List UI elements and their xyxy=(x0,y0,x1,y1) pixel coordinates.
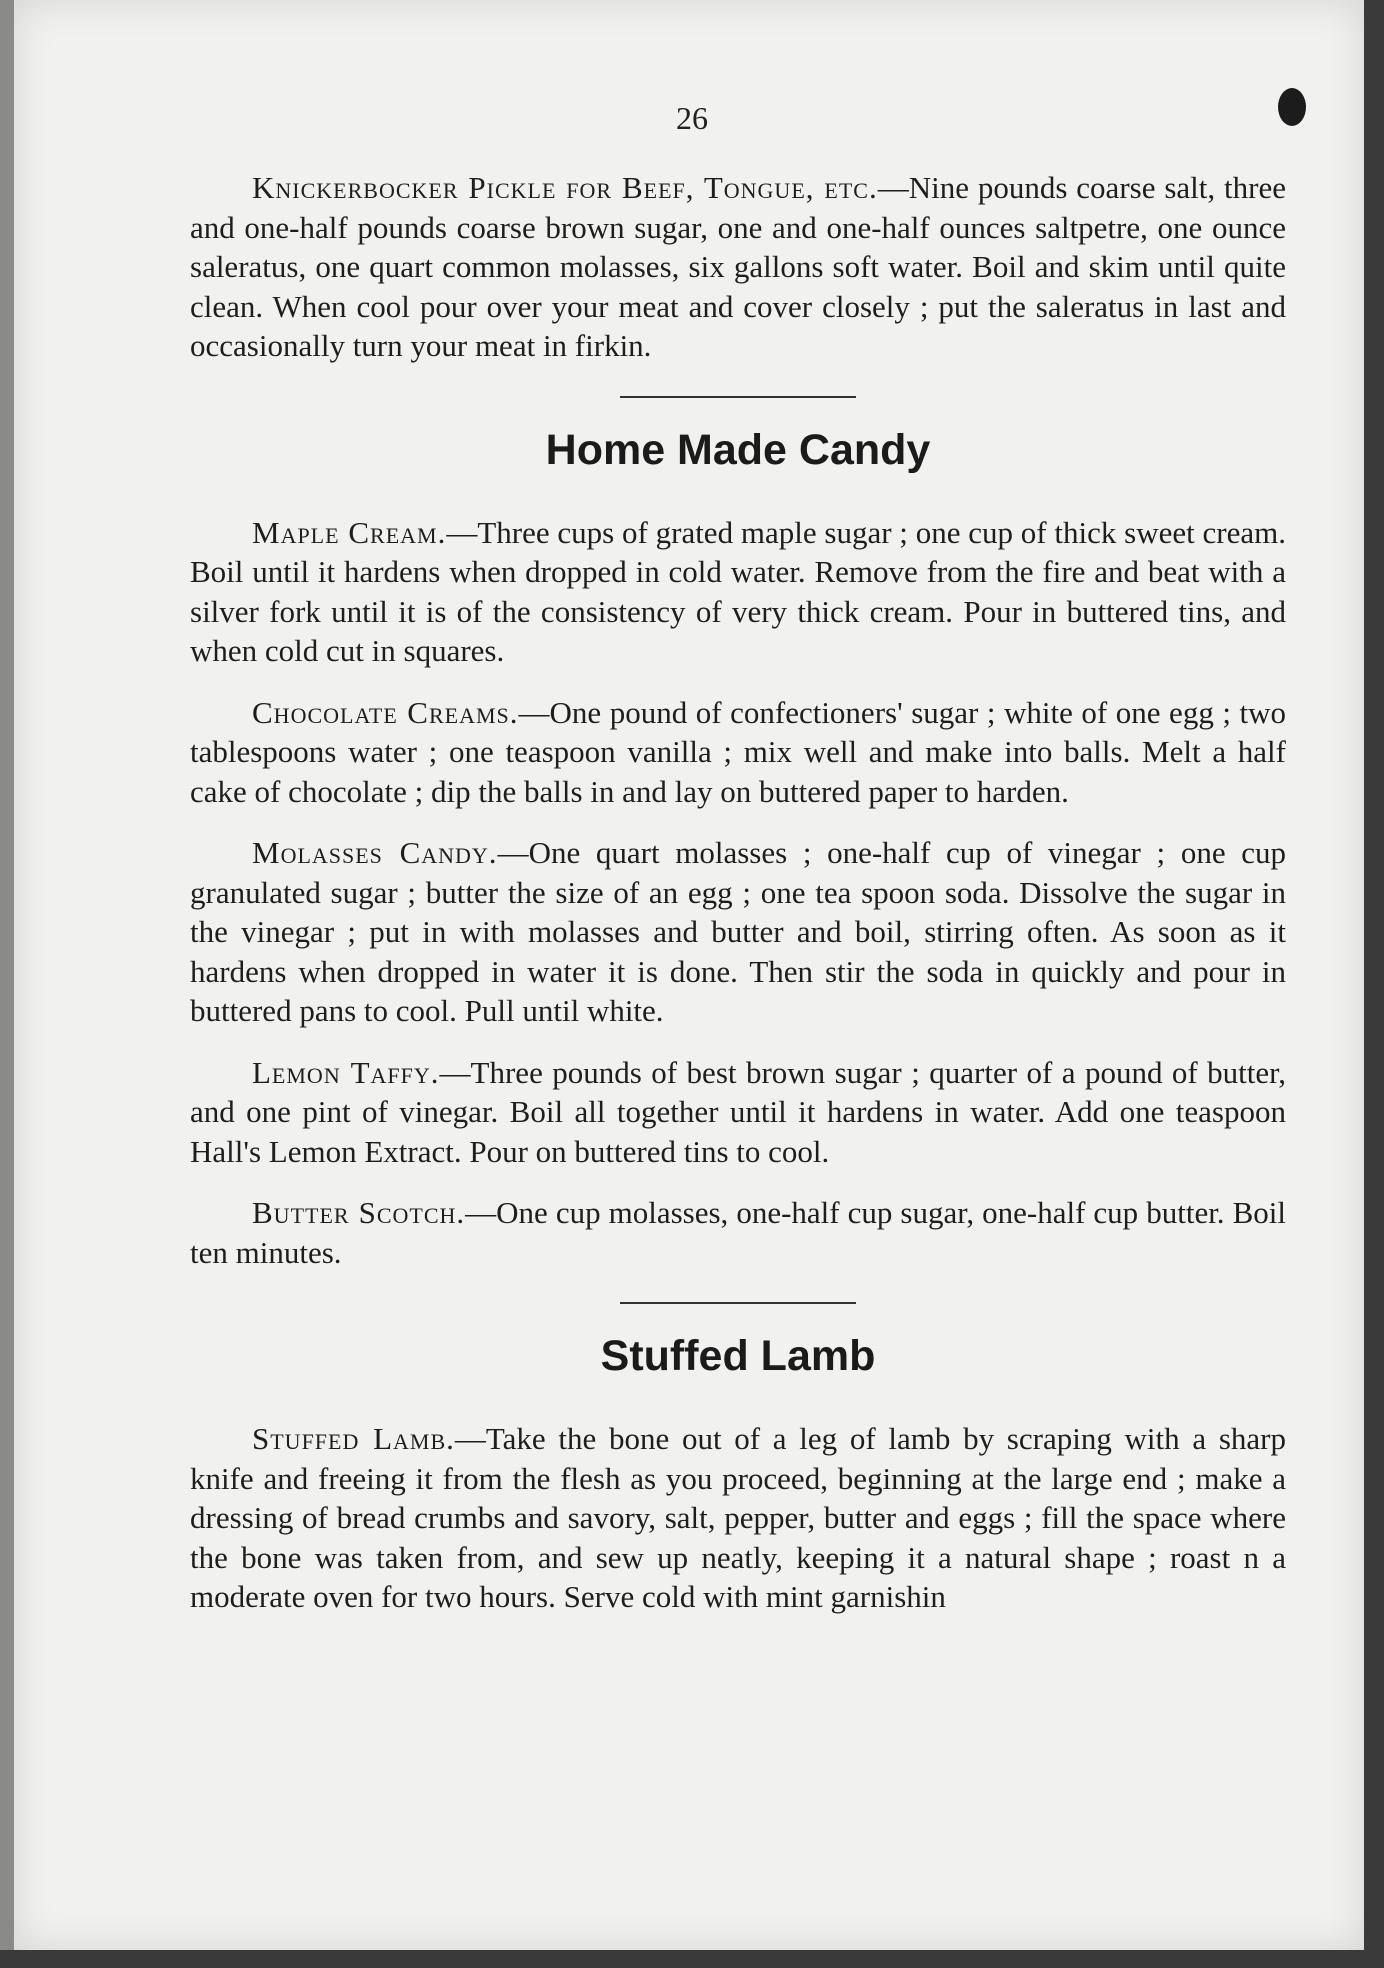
recipe-body: —Three cups of grated maple sugar ; one cup of thick sweet cream. Boil until it hardens when dropped in cold water. Remove from the fire and beat with a silver fork until it is of the consistency of very thick cream. Pour in buttered tins, and when cold cut in squares. xyxy=(190,514,1286,668)
page-bottom-edge xyxy=(0,1950,1384,1968)
recipe-body: —One quart molasses ; one-half cup of vinegar ; one cup granulated sugar ; butter the size of an egg ; one tea spoon soda. Dissolve the sugar in the vinegar ; put in with molasses and butter and boil, stirring often. As soon as it hardens when dropped in water it is done. Then stir the soda in quickly and pour in buttered pans to cool. Pull until white. xyxy=(190,835,1286,1028)
recipe-title: Molasses Candy. xyxy=(252,835,498,870)
recipe-knickerbocker-pickle xyxy=(190,168,1286,366)
recipe-body: —One cup molasses, one-half cup sugar, one-half cup butter. Boil ten minutes. xyxy=(190,1195,1286,1270)
recipe-molasses-candy xyxy=(190,833,1286,1031)
recipe-title: Lemon Taffy. xyxy=(252,1054,440,1090)
section-heading: Home Made Candy xyxy=(545,425,931,474)
recipe-lemon-taffy xyxy=(190,1053,1286,1172)
recipe-title: Maple Cream. xyxy=(252,514,447,550)
recipe-body: —Nine pounds coarse salt, three and one-half pounds coarse brown sugar, one and one-half ounces saltpetre, one ounce saleratus, one quart common molasses, six gallons soft water. Boil and skim until quite clean. When cool pour over your meat and cover closely ; put the saleratus in last and occasionally turn your meat in firkin. xyxy=(190,170,1286,363)
section-heading: Stuffed Lamb xyxy=(600,1332,876,1380)
section-pickle xyxy=(190,168,1286,366)
recipe-maple-cream xyxy=(190,513,1286,671)
section-divider xyxy=(620,1302,856,1304)
page-right-edge xyxy=(1364,0,1384,1968)
section-stuffed-lamb xyxy=(190,1332,1286,1617)
recipe-title: Knickerbocker Pickle for Beef, Tongue, etc. xyxy=(252,170,878,205)
page-number: 26 xyxy=(676,100,708,136)
recipe-title: Chocolate Creams. xyxy=(252,694,519,730)
recipe-butter-scotch xyxy=(190,1193,1286,1272)
page-content xyxy=(190,168,1286,1639)
section-home-made-candy xyxy=(190,426,1286,1273)
section-divider xyxy=(620,396,856,398)
recipe-body: —Three pounds of best brown sugar ; quarter of a pound of butter, and one pint of vinegar. Boil all together until it hardens in water. Add one teaspoon Hall's Lemon Extract. Pour on buttered tins to cool. xyxy=(190,1054,1286,1169)
recipe-body: —Take the bone out of a leg of lamb by scraping with a sharp knife and freeing it from the flesh as you proceed, beginning at the large end ; make a dressing of bread crumbs and savory, salt, pepper, butter and eggs ; fill the space where the bone was taken from, and sew up neatly, keeping it a natural shape ; roast n a moderate oven for two hours. Serve cold with mint garnishin xyxy=(190,1421,1286,1614)
recipe-body: —One pound of confectioners' sugar ; white of one egg ; two tablespoons water ; one teaspoon vanilla ; mix well and make into balls. Melt a half cake of chocolate ; dip the balls in and lay on buttered paper to harden. xyxy=(190,694,1286,809)
recipe-title: Butter Scotch. xyxy=(252,1195,466,1230)
recipe-chocolate-creams xyxy=(190,693,1286,812)
recipe-title: Stuffed Lamb. xyxy=(252,1421,455,1456)
recipe-stuffed-lamb xyxy=(190,1419,1286,1617)
